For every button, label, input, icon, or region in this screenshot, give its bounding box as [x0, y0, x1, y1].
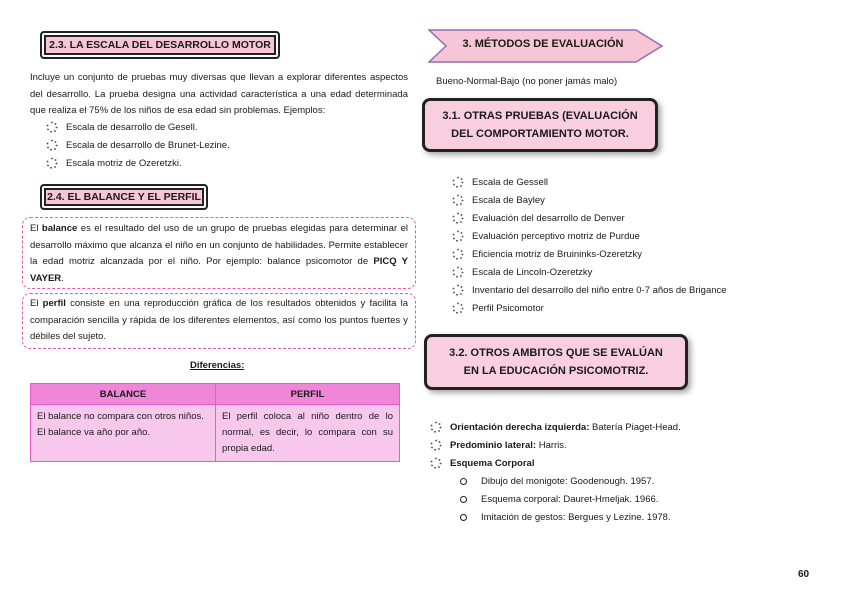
hollow-circle-bullet-icon	[460, 478, 467, 485]
section-3-2-title-text: 3.2. OTROS AMBITOS QUE SE EVALÚAN EN LA EDUCACIÓN PSICOMOTRIZ.	[449, 347, 663, 377]
list-item	[452, 191, 832, 209]
list-item	[452, 281, 832, 299]
list-item	[46, 118, 406, 136]
list-item	[46, 136, 406, 154]
dotted-circle-bullet-icon	[452, 194, 464, 206]
perfil-paragraph	[30, 296, 408, 346]
perfil-term: perfil	[42, 298, 66, 309]
hollow-circle-bullet-icon	[460, 514, 467, 521]
list-item	[452, 245, 832, 263]
perfil-pre: El	[30, 298, 43, 309]
sublist-item	[460, 508, 820, 526]
dotted-circle-bullet-icon	[430, 439, 442, 451]
list-item-term: Orientación derecha izquierda:	[450, 421, 590, 433]
diferencias-table	[30, 383, 400, 462]
section-3-note: Bueno-Normal-Bajo (no poner jamás malo)	[436, 76, 618, 87]
dotted-circle-bullet-icon	[452, 212, 464, 224]
balance-term: balance	[41, 223, 78, 234]
sublist-item-text: Esquema corporal: Dauret-Hmeljak. 1966.	[481, 493, 659, 505]
list-item-text: Escala de desarrollo de Gesell.	[66, 121, 198, 133]
dotted-circle-bullet-icon	[452, 230, 464, 242]
section-3-1-list	[452, 173, 832, 317]
sublist-item-text: Imitación de gestos: Bergues y Lezine. 1978.	[481, 511, 671, 523]
list-item	[430, 454, 830, 472]
dotted-circle-bullet-icon	[452, 302, 464, 314]
page-number: 60	[798, 569, 810, 580]
table-header-balance: BALANCE	[31, 384, 216, 405]
dotted-circle-bullet-icon	[452, 248, 464, 260]
list-item-text: Perfil Psicomotor	[472, 302, 544, 314]
dotted-circle-bullet-icon	[452, 176, 464, 188]
list-item-text: Batería Piaget-Head.	[589, 421, 681, 433]
dotted-circle-bullet-icon	[430, 421, 442, 433]
table-cell-balance: El balance no compara con otros niños. El balance va año por año.	[31, 405, 216, 462]
sublist-item	[460, 490, 820, 508]
balance-end: .	[61, 272, 64, 284]
list-item	[452, 209, 832, 227]
dotted-circle-bullet-icon	[452, 284, 464, 296]
section-3-1-title-text: 3.1. OTRAS PRUEBAS (EVALUACIÓN DEL COMPORTAMIENTO MOTOR.	[442, 110, 638, 140]
section-3-title: 3. MÉTODOS DE EVALUACIÓN	[462, 38, 624, 50]
dotted-circle-bullet-icon	[46, 139, 58, 151]
dotted-circle-bullet-icon	[430, 457, 442, 469]
balance-paragraph	[30, 221, 408, 287]
list-item-text: Harris.	[536, 439, 567, 451]
sublist-item-text: Dibujo del monigote: Goodenough. 1957.	[481, 475, 655, 487]
list-item	[430, 418, 830, 436]
balance-text: es el resultado del uso de un grupo de pruebas elegidas para determinar el desarrollo máximo que alcanza el niño en un conjunto de habilidades. Permite establecer la edad motriz alcanzada por el niño. Por ejemplo: balance psicomotor de	[30, 223, 408, 267]
list-item-text: Escala de Lincoln-Ozeretzky	[472, 266, 593, 278]
list-item	[452, 173, 832, 191]
sublist-item	[460, 472, 820, 490]
list-item-text: Inventario del desarrollo del niño entre 0-7 años de Brigance	[472, 284, 727, 296]
section-2-3-paragraph: Incluye un conjunto de pruebas muy diversas que llevan a explorar diferentes aspectos del desarrollo. La prueba designa una actividad característica a una edad determinada que realiza el 75% de los niños de esa edad sin problemas. Ejemplos:	[30, 72, 408, 116]
perfil-text: consiste en una reproducción gráfica de los resultados obtenidos y facilita la comparación sencilla y rápida de los diferentes elementos, así como los puntos fuertes y débiles del sujeto.	[30, 298, 408, 342]
list-item	[452, 299, 832, 317]
list-item	[46, 154, 406, 172]
list-item-term: Predominio lateral:	[450, 439, 537, 451]
list-item	[452, 263, 832, 281]
table-cell-perfil: El perfil coloca al niño dentro de lo normal, es decir, lo compara con su propia edad.	[216, 405, 400, 462]
list-item-text: Evaluación del desarrollo de Denver	[472, 212, 625, 224]
diferencias-heading: Diferencias:	[190, 360, 245, 371]
esquema-corporal-sublist	[460, 472, 820, 526]
section-2-4-title	[40, 184, 208, 210]
list-item	[430, 436, 830, 454]
hollow-circle-bullet-icon	[460, 496, 467, 503]
list-item-text: Eficiencia motriz de Bruininks-Ozeretzky	[472, 248, 642, 260]
balance-example: PICQ Y VAYER	[30, 256, 408, 284]
section-3-2-title	[424, 334, 688, 390]
dotted-circle-bullet-icon	[46, 121, 58, 133]
section-2-3-title	[40, 31, 280, 59]
list-item-text: Evaluación perceptivo motriz de Purdue	[472, 230, 640, 242]
list-item-text: Escala de Gessell	[472, 176, 549, 188]
dotted-circle-bullet-icon	[452, 266, 464, 278]
balance-pre: El	[30, 223, 42, 234]
section-3-1-title	[422, 98, 658, 152]
section-2-4-title-text: 2.4. EL BALANCE Y EL PERFIL	[47, 191, 201, 203]
section-2-3-list	[46, 118, 406, 172]
dotted-circle-bullet-icon	[46, 157, 58, 169]
section-3-2-list	[430, 418, 830, 472]
table-header-perfil: PERFIL	[216, 384, 400, 405]
list-item-text: Escala de Bayley	[472, 194, 545, 206]
list-item-term: Esquema Corporal	[450, 457, 535, 469]
list-item-text: Escala de desarrollo de Brunet-Lezine.	[66, 139, 230, 151]
section-2-3-title-text: 2.3. LA ESCALA DEL DESARROLLO MOTOR	[49, 39, 271, 51]
list-item	[452, 227, 832, 245]
list-item-text: Escala motriz de Ozeretzki.	[66, 157, 182, 169]
